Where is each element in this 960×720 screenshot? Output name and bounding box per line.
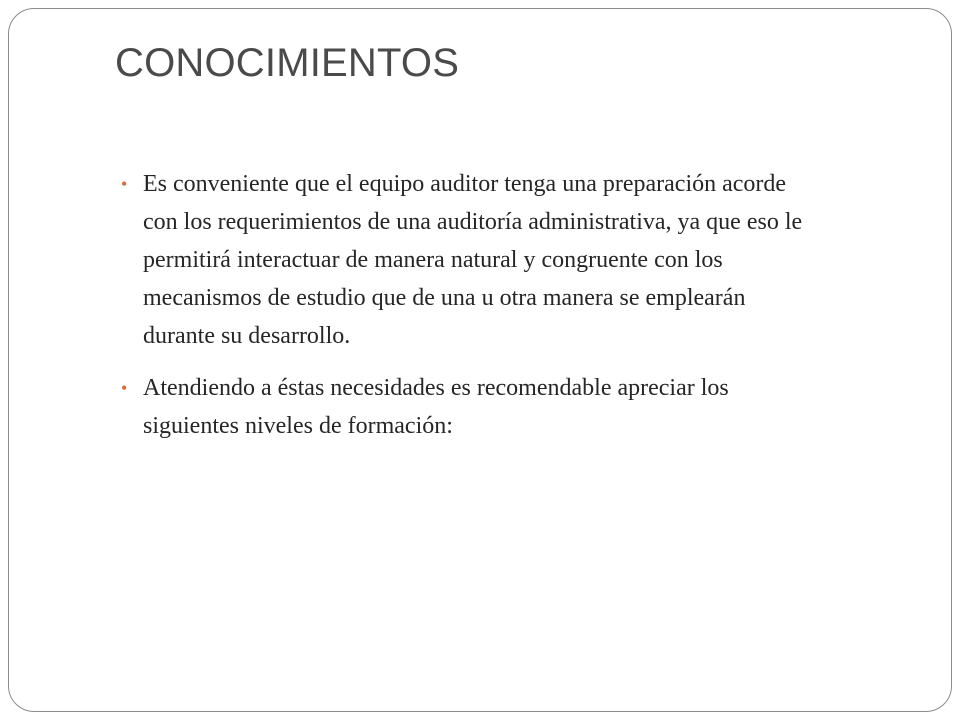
- bullet-text: Atendiendo a éstas necesidades es recomendable apreciar los siguientes niveles de formación:: [143, 375, 729, 439]
- bullet-item: [121, 369, 821, 445]
- slide-title: CONOCIMIENTOS: [115, 41, 460, 85]
- slide-frame: [8, 8, 952, 712]
- bullet-dot-icon: •: [121, 174, 128, 194]
- bullet-text: Es conveniente que el equipo auditor tenga una preparación acorde con los requerimientos de una auditoría administrativa, ya que eso le permitirá interactuar de manera natural y congruente con los mecanismos de estudio que de una u otra manera se emplearán durante su desarrollo.: [143, 171, 803, 349]
- bullet-list: [121, 165, 821, 459]
- bullet-item: [121, 165, 821, 355]
- bullet-dot-icon: •: [121, 378, 128, 398]
